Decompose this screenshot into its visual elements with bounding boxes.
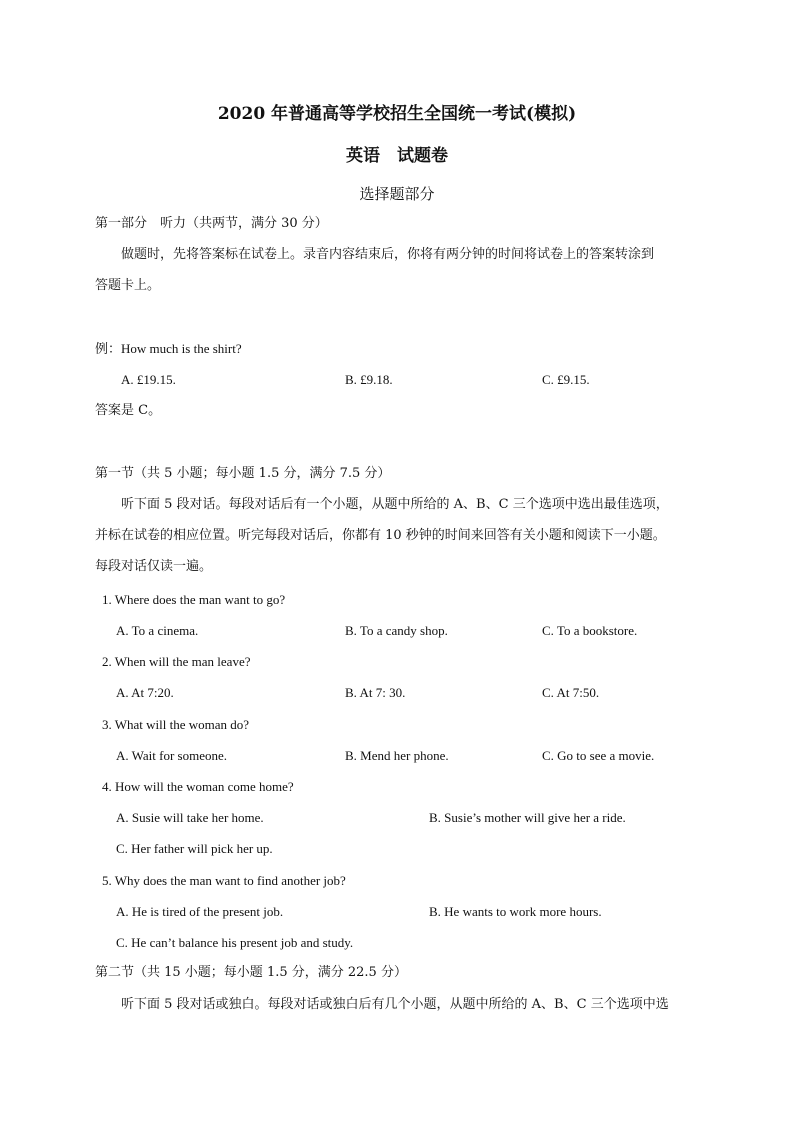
q4-option-b: B. Susie’s mother will give her a ride. bbox=[429, 810, 626, 825]
example-option-a: A. £19.15. bbox=[121, 372, 176, 387]
q3-option-b: B. Mend her phone. bbox=[345, 748, 449, 763]
q2-option-c: C. At 7:50. bbox=[542, 685, 600, 700]
q2-option-a: A. At 7:20. bbox=[116, 685, 174, 700]
section2-instructions-line1: 听下面 5 段对话或独白。每段对话或独白后有几个小题，从题中所给的 A、B、C 三个选项中选 bbox=[121, 997, 669, 1012]
question-1: 1. Where does the man want to go? bbox=[102, 592, 286, 607]
part1-heading: 第一部分 听力（共两节，满分 30 分） bbox=[95, 216, 328, 231]
q5-option-a: A. He is tired of the present job. bbox=[116, 904, 284, 919]
q1-option-a: A. To a cinema. bbox=[116, 623, 199, 638]
question-5: 5. Why does the man want to find another job? bbox=[102, 873, 346, 888]
q2-option-b: B. At 7: 30. bbox=[345, 685, 406, 700]
section1-instructions-line3: 每段对话仅读一遍。 bbox=[95, 559, 213, 574]
example-question: 例：How much is the shirt? bbox=[95, 341, 242, 356]
example-option-c: C. £9.15. bbox=[542, 372, 590, 387]
q4-option-a: A. Susie will take her home. bbox=[116, 810, 264, 825]
q3-option-a: A. Wait for someone. bbox=[116, 748, 227, 763]
section2-heading: 第二节（共 15 小题；每小题 1.5 分，满分 22.5 分） bbox=[95, 965, 407, 980]
section1-instructions-line1: 听下面 5 段对话。每段对话后有一个小题，从题中所给的 A、B、C 三个选项中选出最佳选项， bbox=[121, 497, 669, 512]
question-3: 3. What will the woman do? bbox=[102, 717, 250, 732]
q5-option-b: B. He wants to work more hours. bbox=[429, 904, 602, 919]
question-4: 4. How will the woman come home? bbox=[102, 779, 294, 794]
q1-option-b: B. To a candy shop. bbox=[345, 623, 448, 638]
q4-option-c: C. Her father will pick her up. bbox=[116, 841, 273, 856]
example-answer: 答案是 C。 bbox=[95, 403, 162, 418]
example-option-b: B. £9.18. bbox=[345, 372, 393, 387]
exam-title: 2020 年普通高等学校招生全国统一考试(模拟) bbox=[217, 104, 577, 124]
q1-option-c: C. To a bookstore. bbox=[542, 623, 638, 638]
section1-heading: 第一节（共 5 小题；每小题 1.5 分，满分 7.5 分） bbox=[95, 466, 391, 481]
question-2: 2. When will the man leave? bbox=[102, 654, 251, 669]
q3-option-c: C. Go to see a movie. bbox=[542, 748, 655, 763]
section-label: 选择题部分 bbox=[359, 185, 435, 203]
q5-option-c: C. He can’t balance his present job and study. bbox=[116, 935, 354, 950]
section1-instructions-line2: 并标在试卷的相应位置。听完每段对话后，你都有 10 秒钟的时间来回答有关小题和阅读下一小题。 bbox=[95, 528, 666, 543]
exam-subtitle: 英语 试题卷 bbox=[346, 146, 448, 166]
part1-instructions-line2: 答题卡上。 bbox=[95, 278, 161, 293]
part1-instructions-line1: 做题时，先将答案标在试卷上。录音内容结束后，你将有两分钟的时间将试卷上的答案转涂到 bbox=[121, 247, 655, 262]
